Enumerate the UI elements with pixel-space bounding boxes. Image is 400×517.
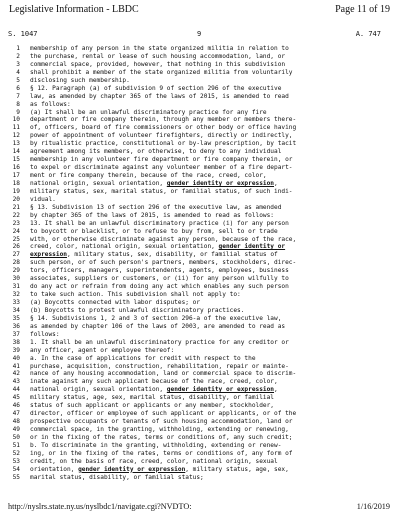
text-line [8, 378, 398, 386]
line-text [30, 410, 296, 418]
line-number: 5 [16, 76, 20, 84]
line-text-plain: follows: [30, 330, 60, 338]
line-text-plain: the purchase, rental or lease of such housing accommodation, land, or [30, 52, 286, 60]
inserted-text: expression [30, 251, 67, 259]
line-text-after: , military status, age, sex, [185, 465, 289, 473]
text-line [8, 315, 398, 323]
text-line [8, 188, 398, 196]
text-line [8, 140, 398, 148]
line-text-plain: marital status, disability, or familial status; [30, 473, 204, 481]
line-number: 20 [12, 195, 20, 203]
line-text-plain: military status, age, sex, marital status, disability, or familial [30, 394, 275, 402]
line-text-plain: department or fire company therein, through any member or members there- [30, 116, 297, 124]
line-text [30, 474, 204, 482]
line-text-plain: (b) Boycotts to protest unlawful discriminatory practices. [30, 306, 245, 314]
line-text [30, 124, 296, 132]
page-indicator: Page 11 of 19 [335, 4, 390, 15]
text-line [8, 85, 398, 93]
line-text [30, 148, 281, 156]
line-text-plain: 1. It shall be an unlawful discriminatory practice for any creditor or [30, 338, 289, 346]
line-number: 1 [16, 45, 20, 52]
line-text-plain: creed, color, national origin, sexual orientation, [30, 243, 219, 251]
line-number: 12 [12, 132, 20, 140]
text-line [8, 458, 398, 466]
line-text [30, 355, 256, 363]
line-text [30, 426, 289, 434]
inserted-text: gender identity or [218, 243, 286, 251]
line-text [30, 164, 293, 172]
line-number: 29 [12, 267, 20, 275]
footer-url: http://nyslrs.state.ny.us/nyslbdc1/navigate.cgi?NVDTO: [8, 502, 192, 511]
line-number: 46 [12, 402, 20, 410]
line-text-plain: § 14. Subdivisions 1, 2 and 3 of section 296-a of the executive law, [30, 314, 282, 322]
line-text [30, 323, 285, 331]
line-text [30, 267, 289, 275]
line-text-plain: to expel or discriminate against any volunteer member of a fire depart- [30, 164, 293, 172]
line-text-plain: ment or fire company therein, because of the race, creed, color, [30, 172, 267, 179]
line-text-plain: credit, on the basis of race, creed, color, national origin, sexual [30, 457, 278, 465]
line-text [30, 93, 289, 101]
line-text [30, 156, 293, 164]
line-text-plain: a. In the case of applications for credit with respect to the [30, 354, 256, 362]
text-line [8, 196, 398, 204]
text-line [8, 69, 398, 77]
line-number: 53 [12, 457, 20, 465]
line-number: 43 [12, 378, 20, 386]
text-line [8, 466, 398, 474]
bill-number: S. 1047 [8, 30, 38, 38]
line-text-plain: with, or otherwise discriminate against any person, because of the race, [30, 235, 297, 243]
line-text [30, 251, 278, 259]
line-text-plain: as follows: [30, 100, 71, 108]
line-number: 50 [12, 433, 20, 441]
line-number: 18 [12, 179, 20, 187]
line-text-plain: power of appointment of volunteer firefighters, directly or indirectly, [30, 132, 293, 140]
line-text-plain: commercial space, in the granting, withholding, extending or renewing, [30, 426, 289, 433]
line-text-plain: to take such action. This subdivision shall not apply to: [30, 291, 241, 299]
line-text-plain: commercial space, provided, however, that nothing in this subdivision [30, 60, 286, 68]
text-line [8, 93, 398, 101]
line-text [30, 394, 274, 402]
text-line [8, 267, 398, 275]
line-text [30, 363, 289, 371]
footer-date: 1/16/2019 [356, 502, 390, 511]
text-line [8, 450, 398, 458]
line-text-plain: vidual. [30, 195, 56, 203]
line-number: 47 [12, 410, 20, 418]
line-number: 27 [12, 251, 20, 259]
line-number: 23 [12, 219, 20, 227]
text-line [8, 164, 398, 172]
line-text-plain: membership of any person in the state organized militia in relation to [30, 45, 289, 52]
text-line [8, 259, 398, 267]
line-text [30, 220, 289, 228]
line-number: 16 [12, 164, 20, 172]
text-line [8, 339, 398, 347]
line-text [30, 53, 285, 61]
line-number: 22 [12, 211, 20, 219]
line-text-after: , [274, 179, 278, 187]
text-line [8, 45, 398, 53]
line-number: 40 [12, 354, 20, 362]
text-line [8, 275, 398, 283]
line-text-plain: national origin, sexual orientation, [30, 386, 167, 394]
line-number: 11 [12, 124, 20, 132]
line-text-after: , [274, 386, 278, 394]
text-line [8, 220, 398, 228]
line-number: 52 [12, 449, 20, 457]
text-line [8, 116, 398, 124]
line-text-plain: associates, suppliers or customers, or (ii) for any person wilfully to [30, 275, 289, 283]
text-line [8, 331, 398, 339]
line-number: 36 [12, 322, 20, 330]
text-line [8, 299, 398, 307]
line-text [30, 259, 296, 267]
line-number: 44 [12, 386, 20, 394]
text-line [8, 236, 398, 244]
line-text [30, 109, 267, 117]
line-text-plain: purchase, acquisition, construction, rehabilitation, repair or mainte- [30, 362, 289, 370]
line-number: 4 [16, 68, 20, 76]
line-text-after: , military status, sex, disability, or familial status of [66, 251, 278, 259]
line-text [30, 116, 296, 124]
line-text [30, 236, 296, 244]
line-number: 28 [12, 259, 20, 267]
assembly-number: A. 747 [355, 30, 381, 38]
line-text [30, 132, 293, 140]
line-text [30, 299, 200, 307]
text-line [8, 434, 398, 442]
line-text [30, 418, 293, 426]
line-text-plain: law, as amended by chapter 365 of the laws of 2015, is amended to read [30, 92, 289, 100]
line-number: 49 [12, 426, 20, 433]
line-text [30, 442, 281, 450]
line-text [30, 275, 289, 283]
line-text [30, 402, 274, 410]
line-text [30, 61, 285, 69]
line-number: 41 [12, 362, 20, 370]
line-text [30, 315, 281, 323]
line-text [30, 283, 289, 291]
line-text [30, 140, 296, 148]
line-text-plain: orientation, [30, 465, 79, 473]
line-number: 6 [16, 84, 20, 92]
text-line [8, 474, 398, 482]
text-line [8, 109, 398, 117]
line-number: 25 [12, 235, 20, 243]
line-number: 8 [16, 100, 20, 108]
line-number: 17 [12, 172, 20, 179]
line-text-plain: or in the fixing of the rates, terms or conditions of, any such credit; [30, 433, 293, 441]
line-number: 54 [12, 465, 20, 473]
line-text-plain: to boycott or blacklist, or to refuse to buy from, sell to or trade [30, 227, 278, 235]
text-line [8, 410, 398, 418]
line-text [30, 378, 278, 386]
line-text [30, 331, 60, 339]
line-text [30, 466, 289, 474]
text-line [8, 291, 398, 299]
inserted-text: gender identity or expression [166, 386, 275, 394]
line-text [30, 228, 278, 236]
line-text [30, 77, 130, 85]
text-line [8, 283, 398, 291]
line-text-plain: national origin, sexual orientation, [30, 179, 167, 187]
text-line [8, 442, 398, 450]
line-number: 34 [12, 306, 20, 314]
page-number: 9 [197, 30, 202, 38]
text-line [8, 243, 398, 251]
text-line [8, 124, 398, 132]
line-text-plain: do any act or refrain from doing any act which enables any such person [30, 283, 289, 291]
bill-text [8, 45, 398, 482]
line-text [30, 172, 267, 180]
line-number: 9 [16, 108, 20, 116]
line-number: 32 [12, 291, 20, 299]
line-text [30, 450, 293, 458]
line-text-plain: ing, or in the fixing of the rates, terms or conditions of, any form of [30, 449, 293, 457]
line-text [30, 291, 241, 299]
line-text-plain: shall prohibit a member of the state organized militia from voluntarily [30, 68, 293, 76]
text-line [8, 53, 398, 61]
text-line [8, 426, 398, 434]
text-line [8, 394, 398, 402]
line-number: 7 [16, 92, 20, 100]
text-line [8, 61, 398, 69]
line-number: 2 [16, 52, 20, 60]
line-text-plain: membership in any volunteer fire department or fire company therein, or [30, 156, 293, 164]
line-text [30, 339, 289, 347]
text-line [8, 212, 398, 220]
text-line [8, 355, 398, 363]
line-number: 26 [12, 243, 20, 251]
text-line [8, 307, 398, 315]
line-text-plain: § 13. Subdivision 13 of section 296 of the executive law, as amended [30, 203, 282, 211]
text-line [8, 402, 398, 410]
line-text [30, 45, 289, 53]
text-line [8, 180, 398, 188]
line-number: 14 [12, 148, 20, 156]
line-text-plain: inate against any such applicant because of the race, creed, color, [30, 378, 278, 386]
line-number: 13 [12, 140, 20, 148]
line-text-plain: 13. It shall be an unlawful discriminatory practice (i) for any person [30, 219, 289, 227]
line-number: 45 [12, 394, 20, 402]
line-text [30, 347, 174, 355]
inserted-text: gender identity or expression [78, 465, 186, 473]
text-line [8, 101, 398, 109]
line-text-plain: disclosing such membership. [30, 76, 130, 84]
line-text-plain: as amended by chapter 106 of the laws of 2003, are amended to read as [30, 322, 286, 330]
line-text-plain: by ritualistic practice, constitutional or by-law prescription, by tacit [30, 140, 297, 148]
line-text [30, 458, 278, 466]
line-text-plain: (a) Boycotts connected with labor disputes; or [30, 299, 201, 306]
line-text-plain: agreement among its members, or otherwise, to deny to any individual [30, 148, 282, 156]
inserted-text: gender identity or expression [166, 179, 275, 187]
text-line [8, 228, 398, 236]
text-line [8, 347, 398, 355]
line-text [30, 434, 293, 442]
text-line [8, 323, 398, 331]
line-number: 33 [12, 299, 20, 306]
line-number: 21 [12, 203, 20, 211]
line-text [30, 188, 293, 196]
line-number: 30 [12, 275, 20, 283]
line-number: 3 [16, 60, 20, 68]
line-number: 10 [12, 116, 20, 124]
line-text [30, 370, 296, 378]
line-text [30, 243, 285, 251]
line-text [30, 196, 56, 204]
line-text-plain: nance of any housing accommodation, land or commercial space to discrim- [30, 370, 297, 378]
text-line [8, 204, 398, 212]
line-text [30, 204, 281, 212]
line-number: 31 [12, 283, 20, 291]
line-number: 19 [12, 187, 20, 195]
line-text-plain: director, officer or employee of such applicant or applicants, or of the [30, 410, 297, 418]
text-line [8, 132, 398, 140]
text-line [8, 418, 398, 426]
line-text [30, 180, 278, 188]
text-line [8, 156, 398, 164]
line-text [30, 386, 278, 394]
line-number: 39 [12, 346, 20, 354]
site-title: Legislative Information - LBDC [9, 4, 139, 15]
line-number: 24 [12, 227, 20, 235]
line-number: 55 [12, 473, 20, 481]
text-line [8, 386, 398, 394]
line-number: 37 [12, 330, 20, 338]
line-text [30, 85, 281, 93]
line-text-plain: § 12. Paragraph (a) of subdivision 9 of section 296 of the executive [30, 84, 282, 92]
line-text-plain: b. To discriminate in the granting, withholding, extending or renew- [30, 441, 282, 449]
line-number: 48 [12, 418, 20, 426]
line-text-plain: such person, or of such person's partners, members, stockholders, direc- [30, 259, 297, 267]
line-text-plain: any officer, agent or employee thereof: [30, 346, 175, 354]
line-number: 42 [12, 370, 20, 378]
line-number: 35 [12, 314, 20, 322]
line-text [30, 307, 244, 315]
line-text [30, 212, 274, 220]
text-line [8, 77, 398, 85]
line-text [30, 101, 71, 109]
text-line [8, 148, 398, 156]
line-text-plain: military status, sex, marital status, or familial status, of such indi- [30, 187, 293, 195]
line-text-plain: of, officers, board of fire commissioners or other body or office having [30, 124, 297, 132]
text-line [8, 251, 398, 259]
line-text-plain: (a) It shall be an unlawful discriminatory practice for any fire [30, 108, 267, 116]
text-line [8, 172, 398, 180]
line-text-plain: status of such applicant or applicants or any member, stockholder, [30, 402, 275, 410]
line-number: 51 [12, 441, 20, 449]
line-text-plain: prospective occupants or tenants of such housing accommodation, land or [30, 418, 293, 426]
line-text [30, 69, 293, 77]
text-line [8, 370, 398, 378]
line-number: 15 [12, 156, 20, 164]
line-text-plain: by chapter 365 of the laws of 2015, is amended to read as follows: [30, 211, 275, 219]
text-line [8, 363, 398, 371]
line-number: 38 [12, 338, 20, 346]
line-text-plain: tors, officers, managers, superintendents, agents, employees, business [30, 267, 289, 275]
